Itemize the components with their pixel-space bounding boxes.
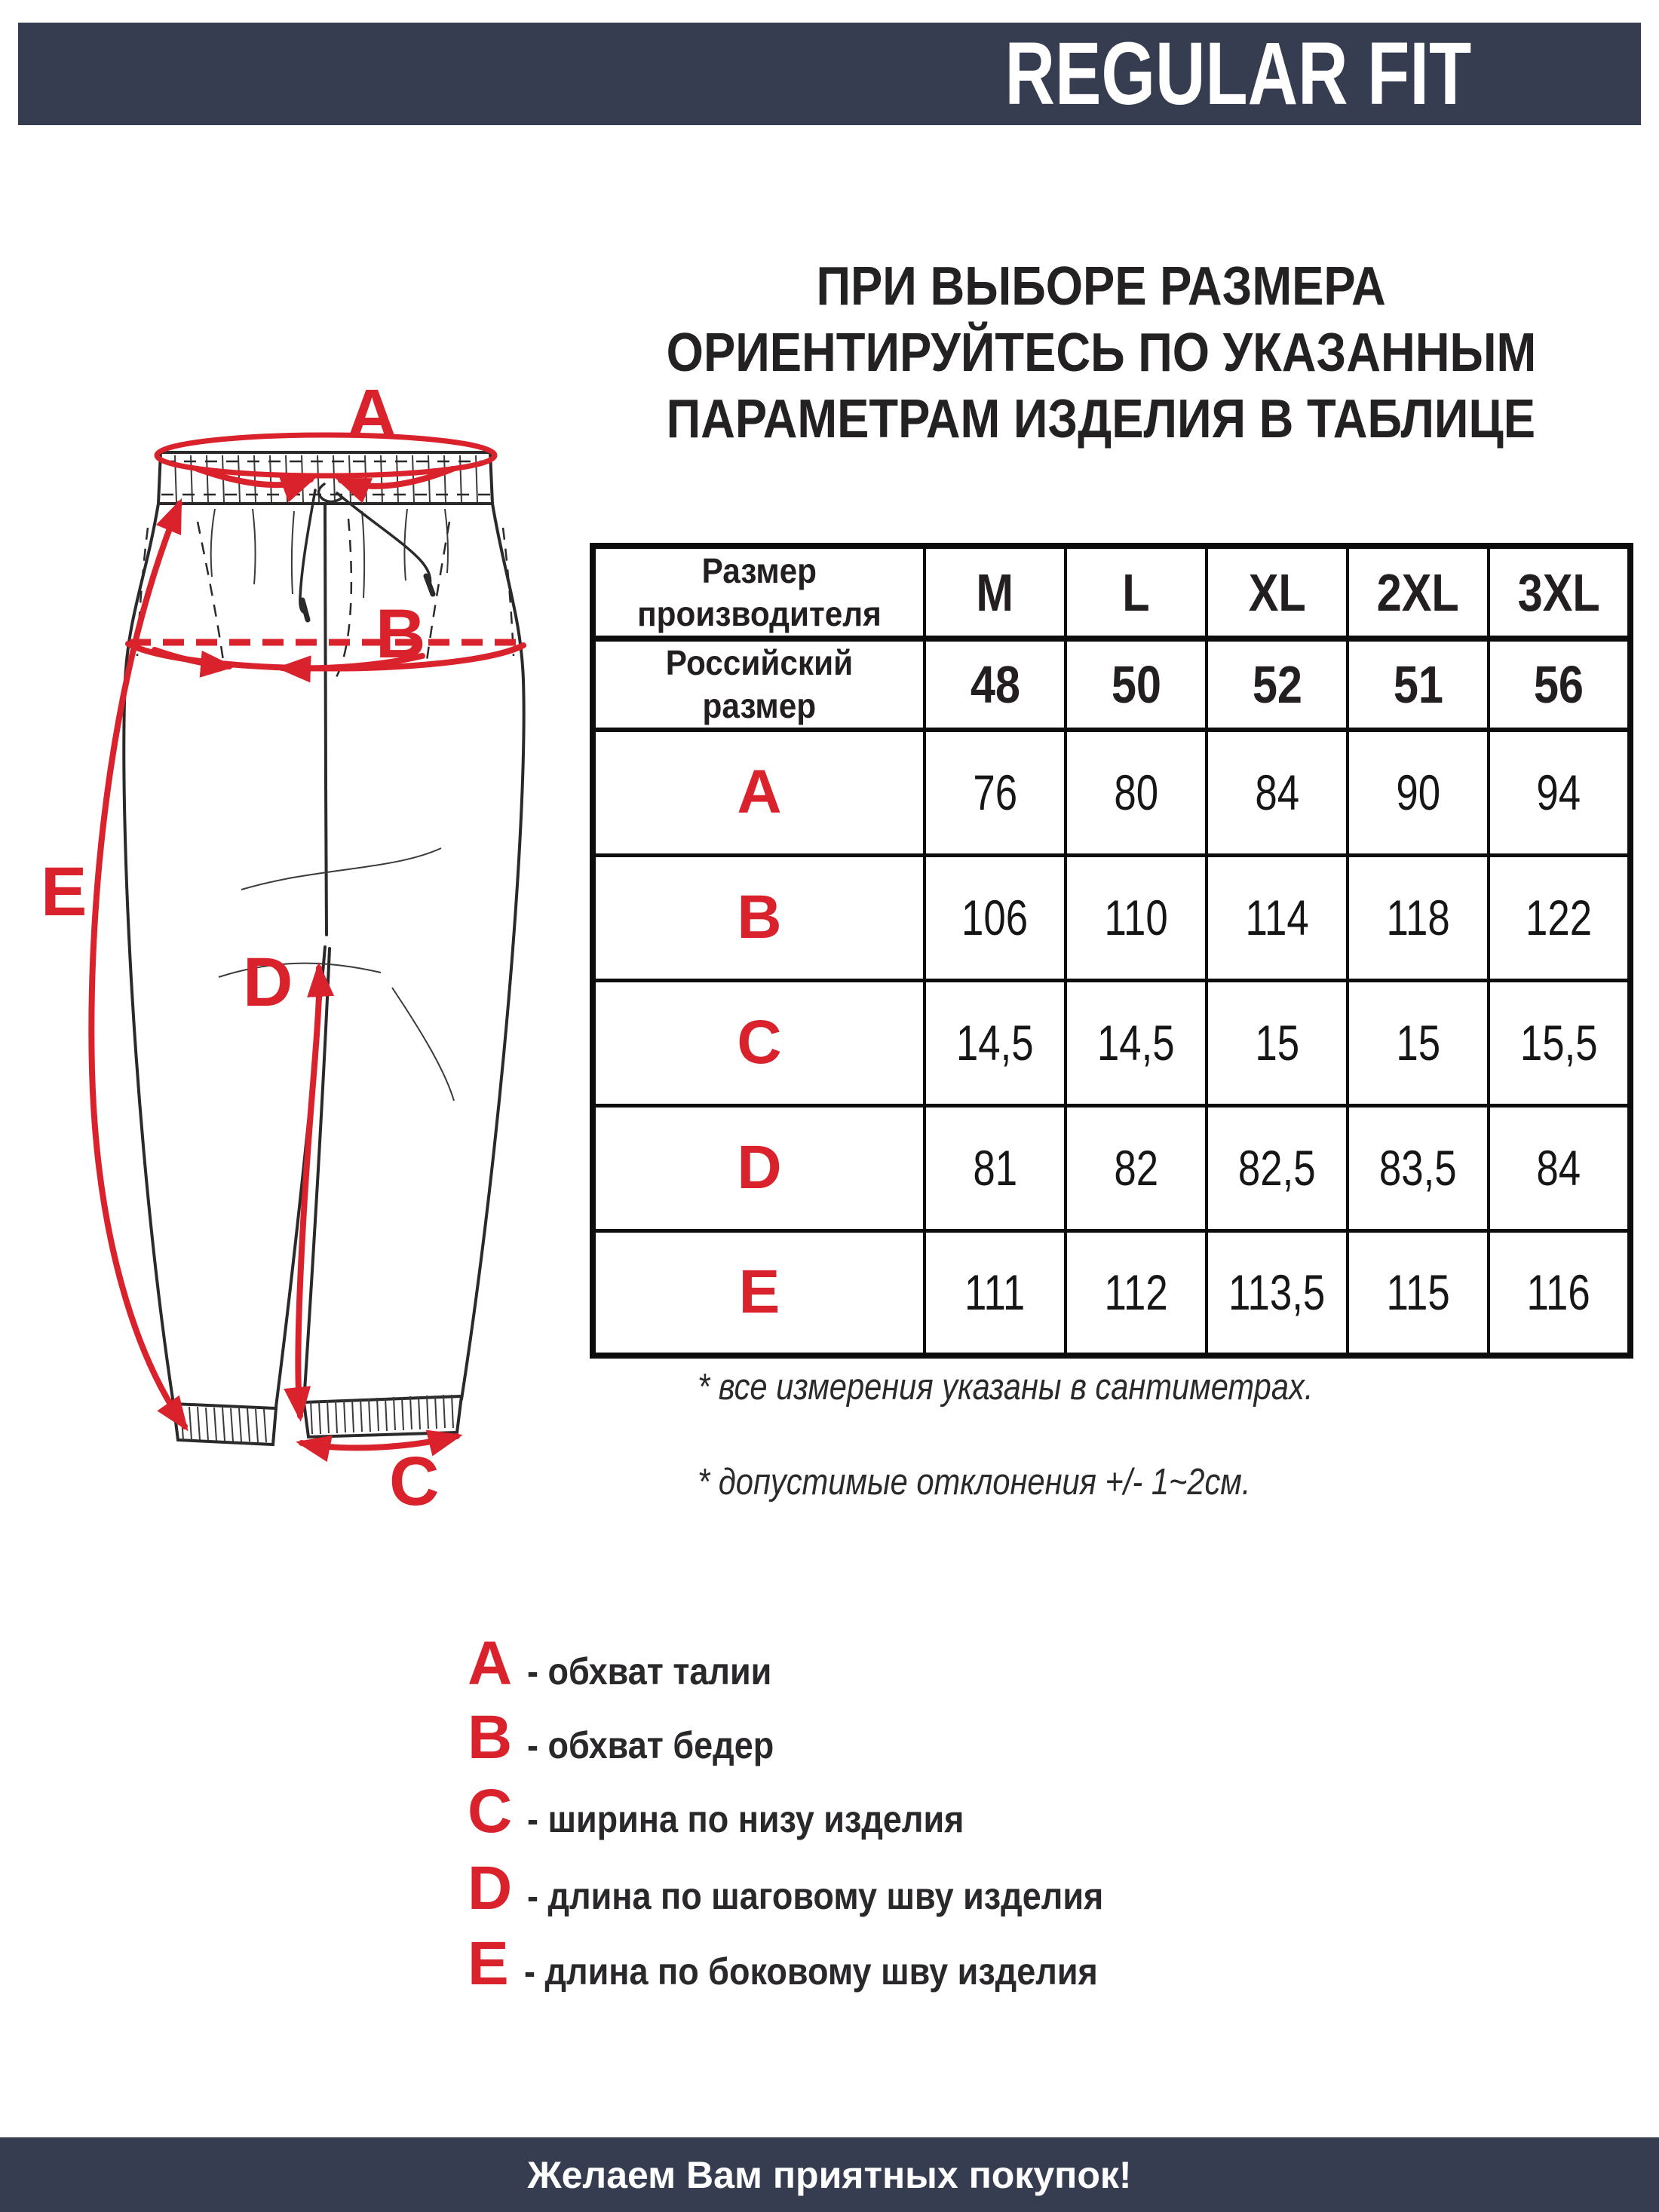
- table-cell: 84: [1207, 730, 1348, 855]
- table-cell: 94: [1489, 730, 1630, 855]
- diagram-label-c: C: [389, 1443, 440, 1520]
- intro-line: ОРИЕНТИРУЙТЕСЬ ПО УКАЗАННЫМ: [666, 323, 1536, 383]
- table-row-b: [593, 855, 1630, 980]
- table-cell: 14,5: [1066, 980, 1207, 1105]
- legend-letter: A: [468, 1629, 513, 1698]
- table-cell: 50: [1066, 639, 1207, 730]
- legend-item-d: [468, 1853, 1167, 1924]
- size-col-m: M: [925, 546, 1066, 639]
- table-cell: 51: [1348, 639, 1489, 730]
- size-col-xl: XL: [1207, 546, 1348, 639]
- table-cell: 15: [1207, 980, 1348, 1105]
- legend-letter: D: [468, 1854, 513, 1922]
- legend-letter: B: [468, 1703, 513, 1772]
- size-col-l: L: [1066, 546, 1207, 639]
- table-cell: 90: [1348, 730, 1489, 855]
- legend-text: - обхват талии: [527, 1650, 772, 1693]
- row-letter: A: [593, 730, 925, 855]
- intro-heading: [569, 253, 1633, 452]
- table-cell: 14,5: [925, 980, 1066, 1105]
- table-cell: 115: [1348, 1230, 1489, 1356]
- diagram-label-a: A: [347, 375, 397, 452]
- legend-text: - ширина по низу изделия: [527, 1798, 964, 1840]
- table-row-a: [593, 730, 1630, 855]
- table-row-c: [593, 980, 1630, 1105]
- footnote-units: * все измерения указаны в сантиметрах.: [698, 1367, 1314, 1408]
- table-cell: 83,5: [1348, 1105, 1489, 1230]
- diagram-label-b: B: [376, 596, 426, 672]
- row-letter: E: [593, 1230, 925, 1356]
- intro-line: ПРИ ВЫБОРЕ РАЗМЕРА: [816, 256, 1386, 317]
- table-cell: 52: [1207, 639, 1348, 730]
- legend-item-b: [468, 1702, 802, 1773]
- table-cell: 122: [1489, 855, 1630, 980]
- footnote-tolerance: * допустимые отклонения +/- 1~2см.: [698, 1462, 1251, 1503]
- row-letter: B: [593, 855, 925, 980]
- size-col-3xl: 3XL: [1489, 546, 1630, 639]
- table-row-russian-size: [593, 639, 1630, 730]
- intro-line: ПАРАМЕТРАМ ИЗДЕЛИЯ В ТАБЛИЦЕ: [666, 389, 1536, 449]
- legend-text: - длина по шаговому шву изделия: [527, 1875, 1104, 1917]
- table-cell: 110: [1066, 855, 1207, 980]
- table-cell: 113,5: [1207, 1230, 1348, 1356]
- table-cell: 76: [925, 730, 1066, 855]
- col-header-russian-size: Российский размер: [593, 639, 925, 730]
- size-table: [590, 543, 1633, 1359]
- cuffs: [173, 1395, 462, 1445]
- legend-item-e: [468, 1929, 1161, 1999]
- diagram-label-e: E: [41, 853, 87, 930]
- table-cell: 15: [1348, 980, 1489, 1105]
- legend-item-c: [468, 1776, 1013, 1847]
- pants-diagram: [0, 0, 588, 1613]
- legend-text: - длина по боковому шву изделия: [523, 1950, 1098, 1993]
- table-cell: 82,5: [1207, 1105, 1348, 1230]
- page-title: REGULAR FIT: [1004, 24, 1471, 124]
- table-cell: 82: [1066, 1105, 1207, 1230]
- table-cell: 118: [1348, 855, 1489, 980]
- col-header-manufacturer-size: Размер производителя: [593, 546, 925, 639]
- table-cell: 112: [1066, 1230, 1207, 1356]
- table-cell: 84: [1489, 1105, 1630, 1230]
- table-row-d: [593, 1105, 1630, 1230]
- table-cell: 114: [1207, 855, 1348, 980]
- table-cell: 106: [925, 855, 1066, 980]
- table-row-e: [593, 1230, 1630, 1356]
- table-row-sizes: [593, 546, 1630, 639]
- footer-bar: [0, 2137, 1659, 2212]
- row-letter: C: [593, 980, 925, 1105]
- table-cell: 48: [925, 639, 1066, 730]
- table-cell: 116: [1489, 1230, 1630, 1356]
- row-letter: D: [593, 1105, 925, 1230]
- footer-message: Желаем Вам приятных покупок!: [527, 2153, 1132, 2196]
- size-col-2xl: 2XL: [1348, 546, 1489, 639]
- legend-item-a: [468, 1628, 799, 1699]
- table-cell: 81: [925, 1105, 1066, 1230]
- legend-letter: E: [468, 1929, 509, 1998]
- table-cell: 80: [1066, 730, 1207, 855]
- legend-letter: C: [468, 1777, 513, 1846]
- table-cell: 111: [925, 1230, 1066, 1356]
- diagram-label-d: D: [243, 944, 293, 1021]
- table-cell: 56: [1489, 639, 1630, 730]
- table-cell: 15,5: [1489, 980, 1630, 1105]
- legend-text: - обхват бедер: [527, 1724, 774, 1766]
